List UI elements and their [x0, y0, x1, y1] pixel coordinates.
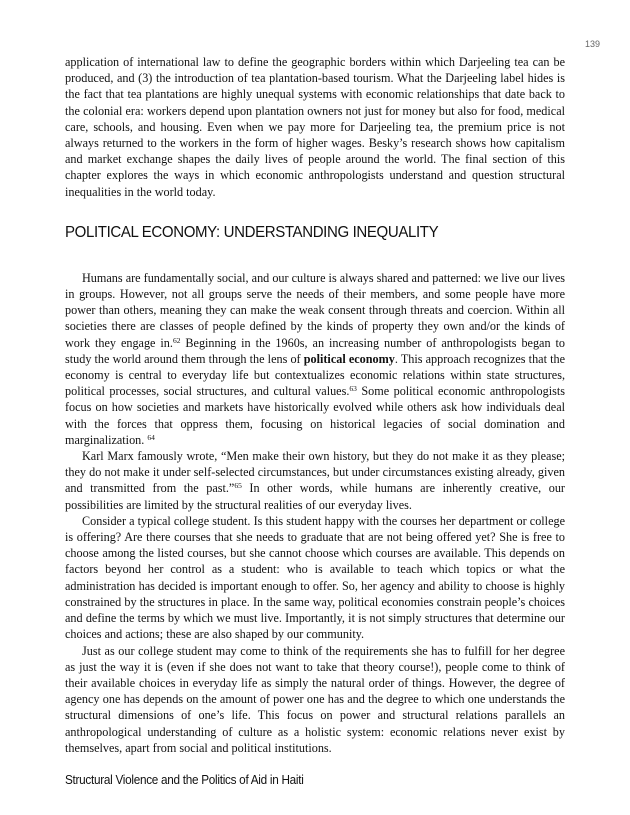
footnote-ref[interactable]: 65: [234, 481, 242, 491]
text-span: Some political economic anthropologists focus on how societies and markets have historically evolved while others ask how individuals deal with the forces that oppress them, focusing on historical legacies of social domination and marginalization.: [65, 384, 566, 447]
paragraph-marx-quote: [65, 448, 565, 513]
page-number: 139: [584, 39, 600, 49]
footnote-ref[interactable]: 63: [349, 384, 357, 394]
paragraph-college-student: Consider a typical college student. Is this student happy with the courses her department or college is offering? Are there courses that she needs to graduate that are not being offered yet? She is free to choose among the listed courses, but she cannot choose which courses are available. This depends on factors beyond her control as a student: who is available to teach which topics or what the administration has decided is important enough to offer. So, her agency and ability to choose is highly constrained by the structures in place. In the same way, political economies constrain people’s choices and define the terms by which we must live. Importantly, it is not simply structures that determine our choices and actions; these are also shaped by our community.: [65, 513, 565, 642]
intro-paragraph: application of international law to define the geographic borders within which Darjeeling tea can be produced, and (3) the introduction of tea plantation-based tourism. What the Darjeeling label hides is the fact that tea plantations are highly unequal systems with economic relationships that date back to the colonial era: workers depend upon plantation owners not just for money but also for food, medical care, schools, and housing. Even when we pay more for Darjeeling tea, the premium price is not always returned to the workers in the form of higher wages. Besky’s research shows how capitalism and market exchange shapes the daily lives of people around the world. The final section of this chapter explores the ways in which economic anthropologists understand and question structural inequalities in the world today.: [65, 55, 565, 199]
subsection-heading: Structural Violence and the Politics of Aid in Haiti: [65, 772, 304, 787]
footnote-ref[interactable]: 62: [172, 335, 181, 345]
text-span: . This approach recognizes that the economy is central to everyday life but contextualizes economic relations within state structures, political processes, social structures, and cultural values.: [65, 351, 565, 399]
paragraph-agency: Just as our college student may come to think of the requirements she has to fulfill for her degree as just the way it is (even if she does not want to take that theory course!), people come to think of their available choices in everyday life as simply the natural order of things. However, the degree of agency one has depends on the amount of power one has and the degree to which one understands the structural dimensions of one’s life. This focus on power and structural relations parallels an anthropological understanding of culture as a holistic system: economic relations never exist by themselves, apart from social and political institutions.: [65, 643, 565, 755]
section-heading: POLITICAL ECONOMY: UNDERSTANDING INEQUALITY: [65, 223, 439, 241]
text-span: In other words, while humans are inherently creative, our possibilities are limited by the structural realities of our everyday lives.: [65, 481, 565, 512]
key-term: political economy: [303, 351, 395, 366]
text-span: Humans are fundamentally social, and our culture is always shared and patterned: we live our lives in groups. However, not all groups serve the needs of their members, and some people have more power than others, meaning they can make the weak consent through threats and coercion. Within all societies there are classes of people defined by the kinds of property they own and/or the kinds of work they engage in.: [65, 270, 565, 350]
paragraph-power-and-political-economy: [65, 270, 565, 448]
footnote-ref[interactable]: 64: [147, 432, 155, 442]
page-content: [65, 54, 565, 787]
text-span: Karl Marx famously wrote, “Men make their own history, but they do not make it as they please; they do not make it under self-selected circumstances, but under circumstances existing already, given and transmitted from the past.”: [65, 449, 565, 496]
text-span: Beginning in the 1960s, an increasing number of anthropologists began to study the world around them through the lens of: [65, 335, 566, 366]
